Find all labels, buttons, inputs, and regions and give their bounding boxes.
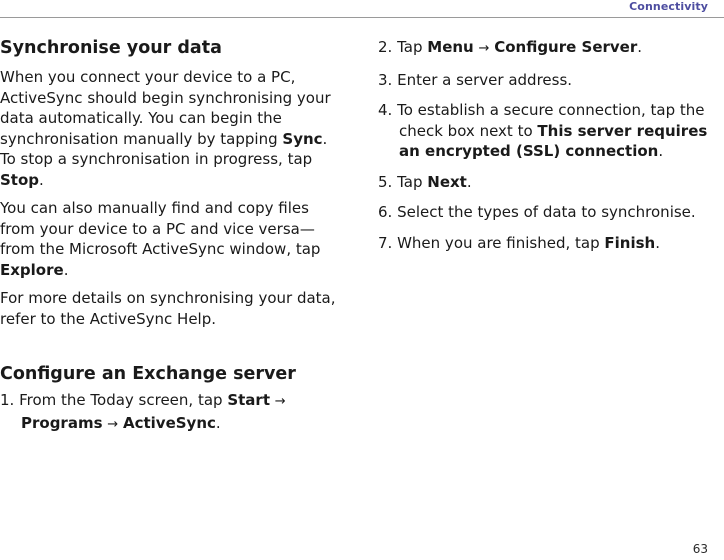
- step-1-text: From the Today screen, tap: [19, 391, 228, 409]
- step-4-text: To establish a secure connection, tap the check box next to: [397, 101, 705, 140]
- sync-p1-mid: . To stop a synchronisation in progress, tap: [0, 129, 328, 168]
- step-number: 5.: [378, 172, 393, 191]
- sync-p1-post: .: [39, 170, 44, 189]
- step-1: [0, 390, 340, 435]
- step-3: [378, 70, 708, 91]
- sync-paragraph-1: [0, 67, 340, 190]
- exchange-steps-right: [378, 37, 708, 253]
- step-number: 1.: [0, 391, 15, 409]
- start-term: Start: [227, 391, 270, 409]
- step-number: 7.: [378, 233, 393, 252]
- step-6: [378, 202, 708, 223]
- sync-p2-post: .: [63, 260, 69, 279]
- left-column: [0, 37, 340, 445]
- step-number: 6.: [378, 203, 393, 221]
- step-1-post: .: [215, 413, 221, 432]
- header-divider: [0, 17, 724, 18]
- finish-term: Finish: [604, 233, 656, 252]
- step-2: [378, 37, 708, 60]
- sync-heading: Synchronise your data: [0, 38, 222, 58]
- programs-term: Programs: [21, 413, 103, 432]
- arrow-icon: →: [478, 41, 490, 56]
- exchange-steps-left: [0, 390, 340, 435]
- step-3-text: Enter a server address.: [397, 70, 573, 89]
- step-2-text: Tap: [397, 38, 428, 56]
- activesync-term: ActiveSync: [122, 413, 216, 432]
- step-4-post: .: [658, 142, 664, 160]
- next-term: Next: [427, 172, 467, 191]
- menu-term: Menu: [427, 38, 474, 56]
- step-6-text: Select the types of data to synchronise.: [397, 203, 696, 221]
- ssl-option-term: This server requires an encrypted (SSL) connection: [399, 121, 708, 160]
- arrow-icon: →: [107, 416, 119, 432]
- explore-term: Explore: [0, 260, 64, 279]
- step-7: [378, 233, 708, 254]
- step-5: [378, 172, 708, 193]
- page-number: 63: [692, 542, 708, 556]
- exchange-heading: Configure an Exchange server: [0, 364, 296, 384]
- step-7-post: .: [655, 233, 660, 252]
- step-2-post: .: [637, 38, 643, 56]
- step-number: 4.: [378, 101, 393, 119]
- sync-p1-text: When you connect your device to a PC, ActiveSync should begin synchronising your data automatically. You can begin the synchronisation manually by tapping: [0, 68, 331, 148]
- configure-server-term: Configure Server: [494, 38, 638, 56]
- step-number: 3.: [378, 70, 393, 89]
- step-5-text: Tap: [397, 172, 428, 191]
- step-5-post: .: [466, 172, 472, 191]
- section-label: Connectivity: [629, 0, 708, 13]
- arrow-icon: →: [274, 394, 286, 409]
- right-column: [378, 37, 708, 263]
- sync-term: Sync: [282, 129, 323, 148]
- stop-term: Stop: [0, 170, 40, 189]
- sync-paragraph-2: [0, 198, 340, 280]
- step-7-text: When you are finished, tap: [397, 233, 605, 252]
- step-4: [378, 100, 708, 162]
- sync-p2-text: You can also manually find and copy files from your device to a PC and vice versa—from the Microsoft ActiveSync window, tap: [0, 199, 321, 258]
- step-number: 2.: [378, 38, 393, 56]
- sync-paragraph-3: For more details on synchronising your data, refer to the ActiveSync Help.: [0, 289, 336, 328]
